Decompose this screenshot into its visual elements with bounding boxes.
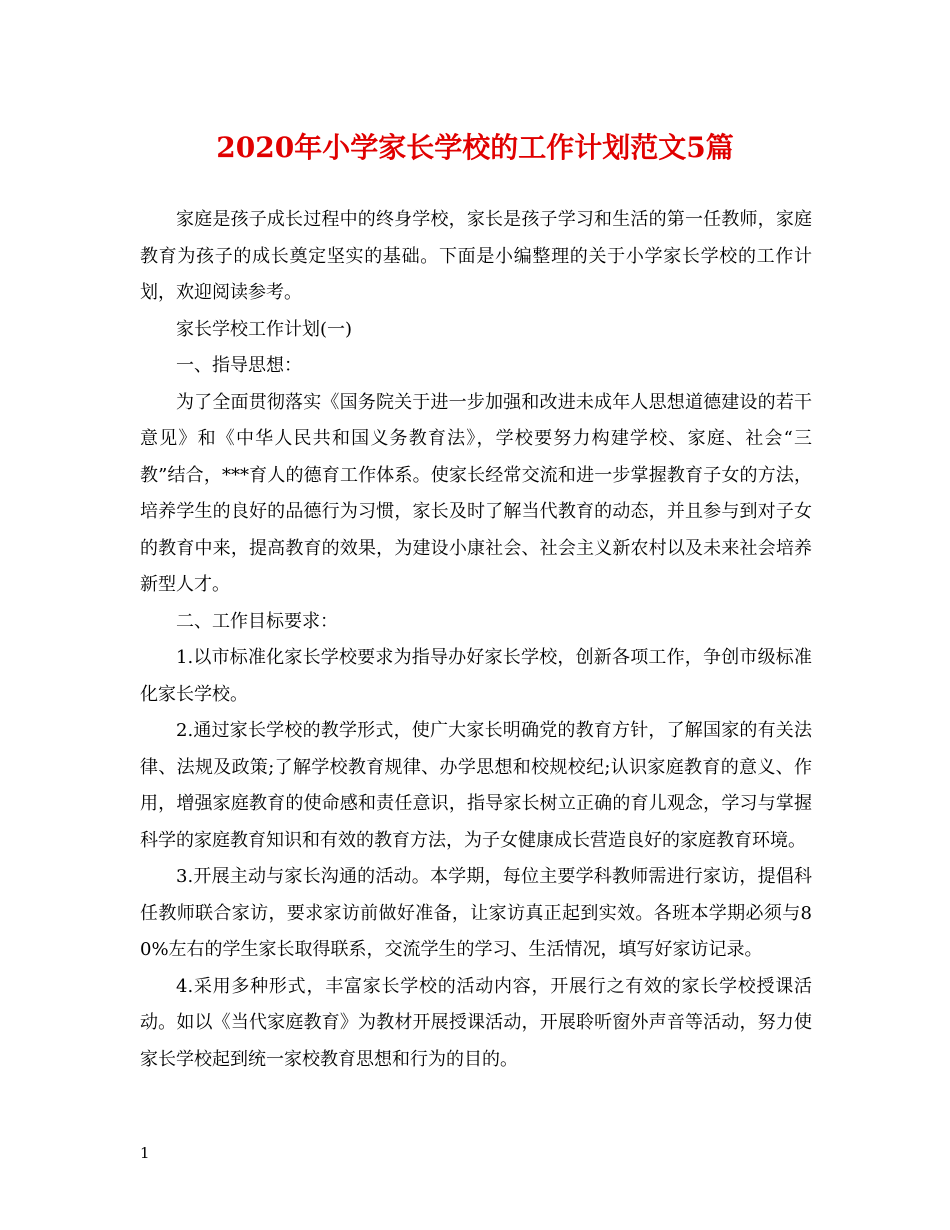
paragraph: 家庭是孩子成长过程中的终身学校，家长是孩子学习和生活的第一任教师，家庭教育为孩子的成长奠定坚实的基础。下面是小编整理的关于小学家长学校的工作计划，欢迎阅读参考。 bbox=[140, 209, 812, 303]
list-item: 4.采用多种形式，丰富家长学校的活动内容，开展行之有效的家长学校授课活动。如以《当代家庭教育》为教材开展授课活动，开展聆听窗外声音等活动，努力使家长学校起到统一家校教育思想和行为的目的。 bbox=[140, 975, 812, 1070]
section-heading: 一、指导思想： bbox=[176, 355, 302, 376]
list-item: 3.开展主动与家长沟通的活动。本学期，每位主要学科教师需进行家访，提倡科任教师联合家访，要求家访前做好准备，让家访真正起到实效。各班本学期必须与80%左右的学生家长取得联系，交流学生的学习、生活情况，填写好家访记录。 bbox=[140, 866, 812, 960]
section-heading: 家长学校工作计划(一) bbox=[176, 318, 353, 340]
list-item: 1.以市标准化家长学校要求为指导办好家长学校，创新各项工作，争创市级标准化家长学校。 bbox=[140, 647, 812, 705]
paragraph: 为了全面贯彻落实《国务院关于进一步加强和改进未成年人思想道德建设的若干意见》和《中华人民共和国义务教育法》，学校要努力构建学校、家庭、社会“三教”结合，***育人的德育工作体系。使家长经常交流和进一步掌握教育子女的方法，培养学生的良好的品德行为习惯，家长及时了解当代教育的动态，并且参与到对子女的教育中来，提高教育的效果，为建设小康社会、社会主义新农村以及未来社会培养新型人才。 bbox=[140, 391, 812, 595]
page-number: 1 bbox=[140, 1144, 150, 1162]
section-heading: 二、工作目标要求： bbox=[176, 610, 338, 632]
document-body bbox=[140, 202, 812, 1078]
document-title: 2020年小学家长学校的工作计划范文5篇 bbox=[216, 131, 734, 164]
list-item: 2.通过家长学校的教学形式，使广大家长明确党的教育方针，了解国家的有关法律、法规及政策;了解学校教育规律、办学思想和校规校纪;认识家庭教育的意义、作用，增强家庭教育的使命感和责任意识，指导家长树立正确的育儿观念，学习与掌握科学的家庭教育知识和有效的教育方法，为子女健康成长营造良好的家庭教育环境。 bbox=[140, 720, 812, 851]
